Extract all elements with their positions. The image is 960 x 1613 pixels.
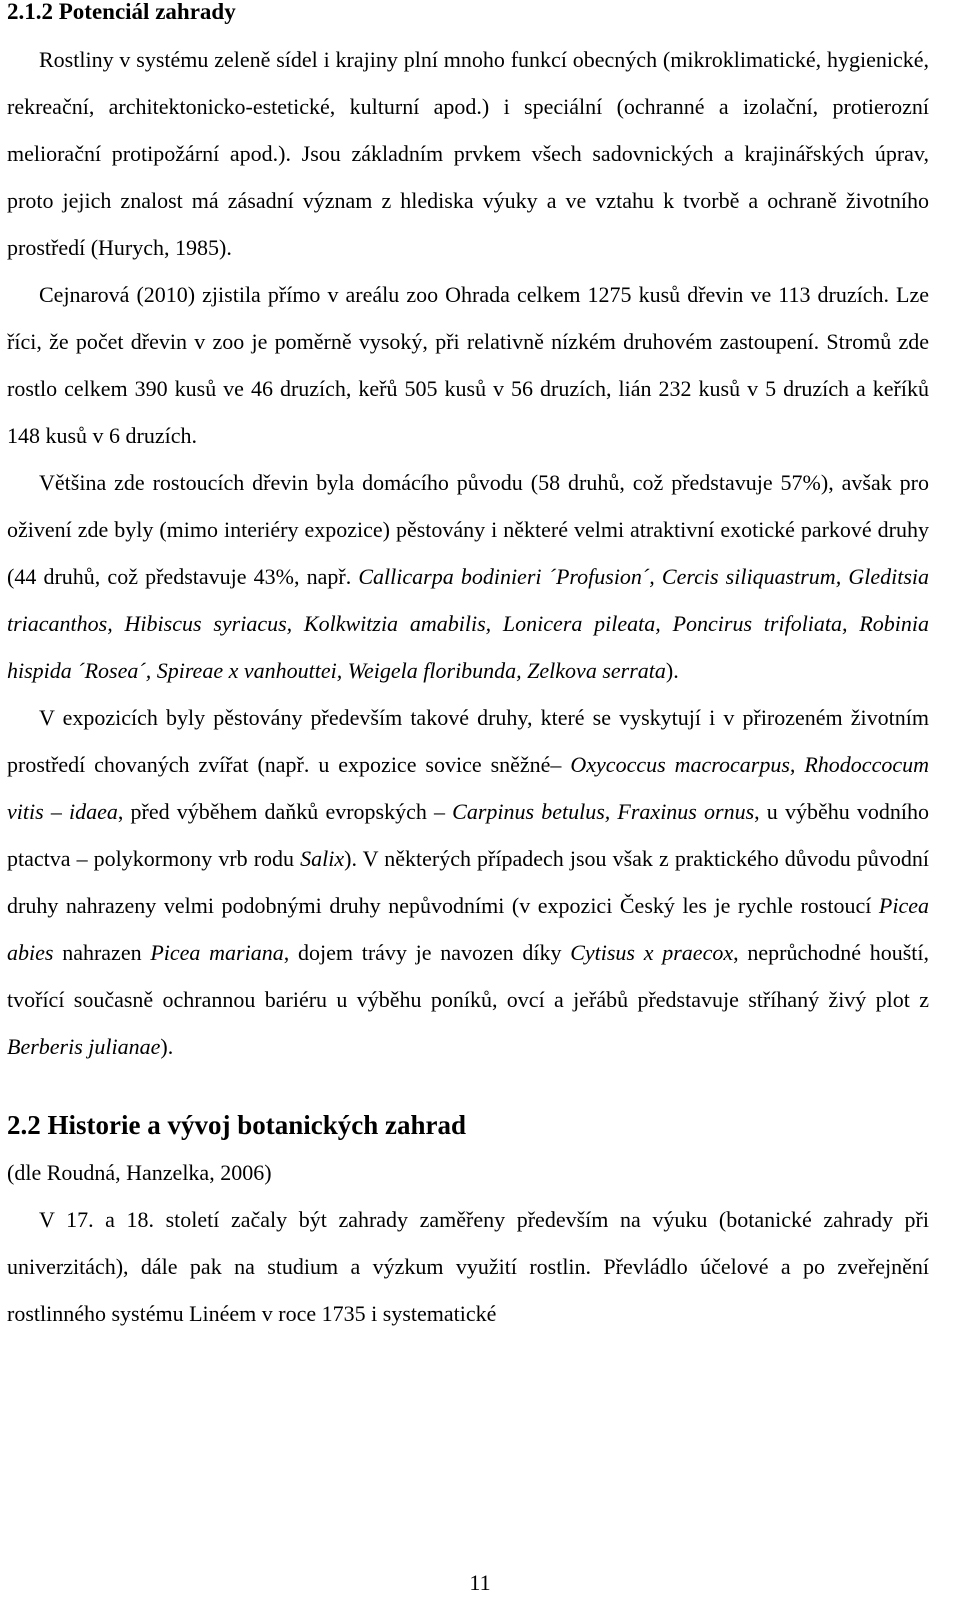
italic-taxon-name: Cytisus x praecox: [570, 940, 734, 965]
paragraph-history: V 17. a 18. století začaly být zahrady zaměřeny především na výuku (botanické zahrady při univerzitách), dále pak na studium a výzkum využití rostlin. Převládlo účelové a po zveřejnění rostlinného systému Linéem v roce 1735 i systematické: [7, 1207, 929, 1326]
page-number: 11: [469, 1570, 491, 1595]
section-heading-historie: 2.2 Historie a vývoj botanických zahrad: [7, 1110, 466, 1140]
paragraph-domestic-origin: Většina zde rostoucích dřevin byla domácího původu (58 druhů, což představuje 57%), avšak pro oživení zde byly (mimo interiéry expozice) pěstovány i některé velmi atraktivní exotické parkové druhy (44 druhů, což představuje 43%, např. Callicarpa bodinieri ´Profusion´, Cercis siliquastrum, Gleditsia triacanthos, Hibiscus syriacus, Kolkwitzia amabilis, Lonicera pileata, Poncirus trifoliata, Robinia hispida ´Rosea´, Spireae x vanhouttei, Weigela floribunda, Zelkova serrata).: [7, 470, 929, 683]
paragraph-cejnarova: Cejnarová (2010) zjistila přímo v areálu zoo Ohrada celkem 1275 kusů dřevin ve 113 druzích. Lze říci, že počet dřevin v zoo je poměrně vysoký, při relativně nízkém druhovém zastoupení. Stromů zde rostlo celkem 390 kusů ve 46 druzích, keřů 505 kusů v 56 druzích, lián 232 kusů v 5 druzích a keříků 148 kusů v 6 druzích.: [7, 282, 929, 448]
italic-taxon-name: Carpinus betulus, Fraxinus ornus: [452, 799, 755, 824]
source-citation: (dle Roudná, Hanzelka, 2006): [7, 1160, 272, 1185]
section-heading-potencial-zahrady: 2.1.2 Potenciál zahrady: [7, 0, 236, 24]
document-page: [7, 0, 929, 1337]
paragraph-expositions: V expozicích byly pěstovány především takové druhy, které se vyskytují i v přirozeném životním prostředí chovaných zvířat (např. u expozice sovice sněžné– Oxycoccus macrocarpus, Rhodoccocum vitis – idaea, před výběhem daňků evropských – Carpinus betulus, Fraxinus ornus, u výběhu vodního ptactva – polykormony vrb rodu Salix). V některých případech jsou však z praktického důvodu původní druhy nahrazeny velmi podobnými druhy nepůvodními (v expozici Český les je rychle rostoucí Picea abies nahrazen Picea mariana, dojem trávy je navozen díky Cytisus x praecox, neprůchodné houští, tvořící současně ochrannou bariéru u výběhu poníků, ovcí a jeřábů představuje stříhaný živý plot z Berberis julianae).: [7, 705, 930, 1059]
italic-taxon-name: Picea abies: [7, 893, 929, 965]
section-gap: [7, 1070, 929, 1101]
italic-taxon-name: Callicarpa bodinieri ´Profusion´, Cercis siliquastrum, Gleditsia triacanthos, Hibiscus syriacus, Kolkwitzia amabilis, Lonicera pileata, Poncirus trifoliata, Robinia hispida ´Rosea´, Spireae x vanhouttei, Weigela floribunda, Zelkova serrata: [7, 564, 929, 683]
italic-taxon-name: Berberis julianae: [7, 1034, 161, 1059]
paragraph-functions: Rostliny v systému zeleně sídel i krajiny plní mnoho funkcí obecných (mikroklimatické, hygienické, rekreační, architektonicko-estetické, kulturní apod.) i speciální (ochranné a izolační, protierozní meliorační protipožární apod.). Jsou základním prvkem všech sadovnických a krajinářských úprav, proto jejich znalost má zásadní význam z hlediska výuky a ve vztahu k tvorbě a ochraně životního prostředí (Hurych, 1985).: [7, 47, 929, 260]
italic-taxon-name: Salix: [300, 846, 345, 871]
italic-taxon-name: Oxycoccus macrocarpus, Rhodoccocum vitis – idaea: [7, 752, 929, 824]
italic-taxon-name: Picea mariana: [150, 940, 284, 965]
